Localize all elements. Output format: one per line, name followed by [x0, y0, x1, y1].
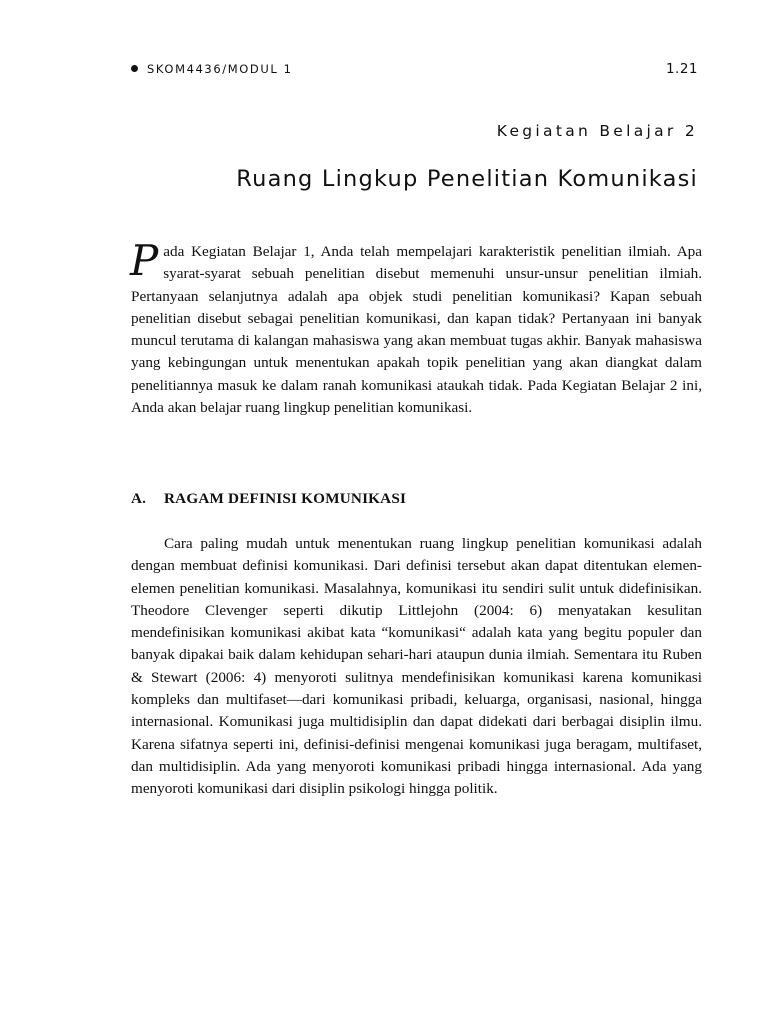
section-heading-text: RAGAM DEFINISI KOMUNIKASI — [164, 490, 407, 507]
intro-paragraph — [130, 236, 702, 419]
page-title: Ruang Lingkup Penelitian Komunikasi — [236, 166, 698, 192]
running-header — [131, 62, 698, 82]
bullet-icon — [131, 65, 138, 72]
body-paragraph: Cara paling mudah untuk menentukan ruang lingkup penelitian komunikasi adalah dengan membuat definisi komunikasi. Dari definisi tersebut akan dapat ditentukan elemen-elemen penelitian komunikasi. Masalahnya, komunikasi itu sendiri sulit untuk didefinisikan. Theodore Clevenger seperti dikutip Littlejohn (2004: 6) menyatakan kesulitan mendefinisikan komunikasi akibat kata “komunikasi“ adalah kata yang begitu populer dan banyak dipakai baik dalam kehidupan sehari-hari ataupun dunia ilmiah. Sementara itu Ruben & Stewart (2006: 4) menyoroti sulitnya mendefinisikan komunikasi karena komunikasi kompleks dan multifaset—dari komunikasi pribadi, keluarga, organisasi, nasional, hingga internasional. Komunikasi juga multidisiplin dan dapat didekati dari berbagai disiplin ilmu. Karena sifatnya seperti ini, definisi-definisi mengenai komunikasi juga beragam, multifaset, dan multidisiplin. Ada yang menyoroti komunikasi pribadi hingga internasional. Ada yang menyoroti komunikasi dari disiplin psikologi hingga politik. — [131, 535, 702, 798]
module-code-text: SKOM4436/MODUL 1 — [147, 62, 293, 76]
activity-label: Kegiatan Belajar 2 — [496, 122, 698, 140]
module-code — [131, 62, 293, 76]
intro-text: ada Kegiatan Belajar 1, Anda telah mempelajari karakteristik penelitian ilmiah. Apa syarat-syarat sebuah penelitian disebut memenuhi unsur-unsur penelitian ilmiah. Pertanyaan selanjutnya adalah apa objek studi penelitian komunikasi? Kapan sebuah penelitian disebut sebagai penelitian komunikasi, dan kapan tidak? Pertanyaan ini banyak muncul terutama di kalangan mahasiswa yang akan membuat tugas akhir. Banyak mahasiswa yang kebingungan untuk menentukan apakah topik penelitian yang akan diangkat dalam penelitiannya masuk ke dalam ranah komunikasi ataukah tidak. Pada Kegiatan Belajar 2 ini, Anda akan belajar ruang lingkup penelitian komunikasi. — [131, 243, 702, 417]
section-letter: A. — [131, 490, 147, 507]
drop-cap: P — [130, 236, 159, 285]
section-heading — [131, 490, 406, 508]
page-number: 1.21 — [665, 61, 698, 77]
